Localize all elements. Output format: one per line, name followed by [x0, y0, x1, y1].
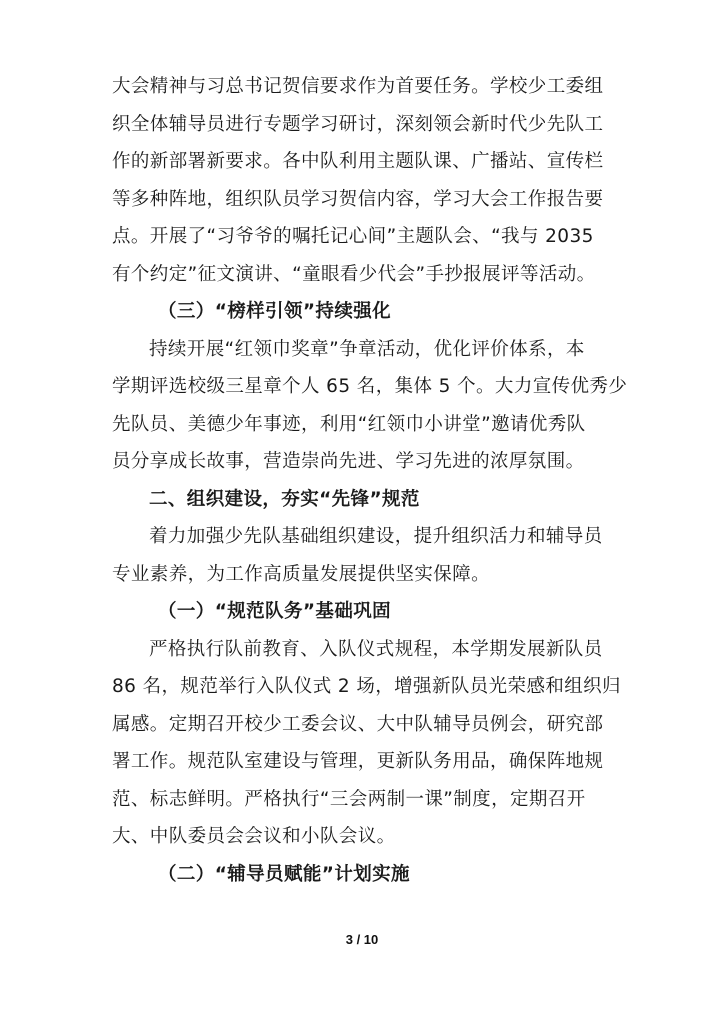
text-line: 属感。定期召开校少工委会议、大中队辅导员例会，研究部 — [112, 713, 604, 735]
document-body — [112, 68, 628, 893]
paragraph-start: 着力加强少先队基础组织建设，提升组织活力和辅导员 — [149, 526, 603, 547]
text-line: 员分享成长故事，营造崇尚先进、学习先进的浓厚氛围。 — [112, 451, 585, 472]
text-line: 先队员、美德少年事迹，利用“红领巾小讲堂”邀请优秀队 — [112, 413, 586, 435]
text-line: 点。开展了“习爷爷的嘱托记心间”主题队会、“我与 2035 — [112, 226, 594, 247]
subheading: （三）“榜样引领”持续强化 — [158, 301, 392, 322]
text-line: 大、中队委员会会议和小队会议。 — [112, 826, 396, 847]
section-heading: 二、组织建设，夯实“先锋”规范 — [149, 488, 420, 510]
text-line: 等多种阵地，组织队员学习贺信内容，学习大会工作报告要 — [112, 188, 604, 210]
subheading: （一）“规范队务”基础巩固 — [158, 601, 392, 622]
text-line: 作的新部署新要求。各中队利用主题队课、广播站、宣传栏 — [112, 151, 604, 172]
text-line: 范、标志鲜明。严格执行“三会两制一课”制度，定期召开 — [112, 788, 586, 810]
text-line: 织全体辅导员进行专题学习研讨，深刻领会新时代少先队工 — [112, 113, 604, 135]
paragraph-start: 持续开展“红领巾奖章”争章活动，优化评价体系，本 — [149, 338, 585, 360]
text-line: 有个约定”征文演讲、“童眼看少代会”手抄报展评等活动。 — [112, 263, 596, 285]
page-number: 3 / 10 — [345, 932, 379, 947]
text-line: 86 名，规范举行入队仪式 2 场，增强新队员光荣感和组织归 — [112, 676, 621, 697]
subheading: （二）“辅导员赋能”计划实施 — [158, 863, 410, 885]
text-line: 署工作。规范队室建设与管理，更新队务用品，确保阵地规 — [112, 751, 604, 772]
text-line: 专业素养，为工作高质量发展提供坚实保障。 — [112, 563, 491, 585]
text-line: 学期评选校级三星章个人 65 名，集体 5 个。大力宣传优秀少 — [112, 376, 628, 397]
text-line: 大会精神与习总书记贺信要求作为首要任务。学校少工委组 — [112, 76, 604, 97]
paragraph-start: 严格执行队前教育、入队仪式规程，本学期发展新队员 — [149, 638, 603, 660]
